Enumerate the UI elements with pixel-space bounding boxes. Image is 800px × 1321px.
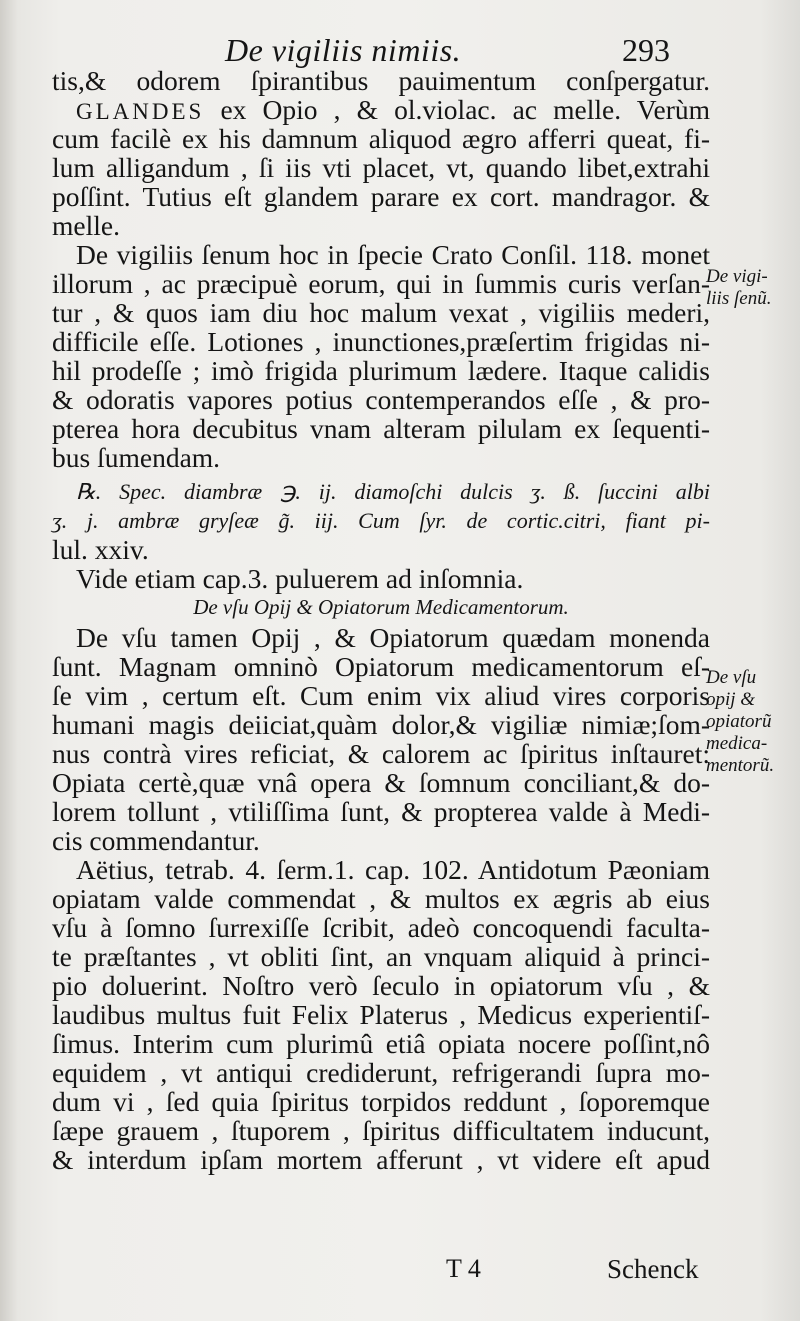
signature-mark: T 4 (446, 1254, 481, 1283)
text-line: melle. (52, 210, 120, 241)
margin-note-line: De vſu (706, 667, 757, 688)
margin-note-line: opiatorũ (706, 711, 772, 732)
text-line: nus contrà vires reficiat, & calorem ac ſpiritus inſtauret: (52, 738, 710, 769)
margin-note-line: opij & (706, 689, 756, 710)
text-line: Opiata certè,quæ vnâ opera & ſomnum conciliant,& do- (52, 767, 710, 798)
text-line: tur , & quos iam diu hoc malum vexat , vigiliis mederi, (52, 297, 710, 328)
text-line: lorem tollunt , vtiliſſima ſunt, & propterea valde à Medi- (52, 796, 710, 827)
text-line: pio doluerint. Noſtro verò ſeculo in opiatorum vſu , & (52, 970, 710, 1001)
catchword: Schenck (607, 1254, 699, 1284)
text-line: poſſint. Tutius eſt glandem parare ex cort. mandragor. & (52, 181, 710, 212)
prescription-line: lul. xxiv. (52, 534, 149, 565)
text-line: De vſu tamen Opij , & Opiatorum quædam monenda (76, 622, 710, 653)
text-line: pterea hora decubitus vnam alteram pilulam ex ſequenti- (52, 413, 710, 444)
text-line: ſimus. Interim cum plurimû etiâ opiata nocere poſſint,nô (52, 1028, 710, 1059)
text-line: laudibus multus fuit Felix Platerus , Medicus experientiſ- (52, 999, 710, 1030)
text-line: De vigiliis ſenum hoc in ſpecie Crato Conſil. 118. monet (76, 239, 710, 270)
text-line: bus ſumendam. (52, 442, 221, 473)
text-line: lum alligandum , ſi iis vti placet, vt, quando libet,extrahi (52, 152, 710, 183)
glandes-word: GLANDES (76, 99, 205, 124)
text-line: opiatam valde commendat , & multos ex ægris ab eius (52, 883, 710, 914)
margin-note-line: mentorũ. (706, 755, 775, 776)
section-heading: De vſu Opij & Opiatorum Medicamentorum. (193, 595, 569, 619)
margin-note-senum (706, 266, 798, 310)
text-line: cis commendantur. (52, 825, 260, 856)
text-line: Vide etiam cap.3. puluerem ad inſomnia. (76, 563, 524, 594)
margin-note-line: De vigi- (706, 266, 768, 287)
running-title: De vigiliis nimiis. (225, 32, 462, 68)
text-line: vſu à ſomno ſurrexiſſe ſcribit, adeò concoquendi faculta- (52, 912, 710, 943)
text-line: & odoratis vapores potius contemperandos eſſe , & pro- (52, 384, 710, 415)
text-line: illorum , ac præcipuè eorum, qui in ſummis curis verſan- (52, 268, 710, 299)
margin-note-line: liis ſenũ. (706, 288, 772, 309)
text-line: tis,& odorem ſpirantibus pauimentum conſpergatur. (52, 65, 710, 96)
page-number: 293 (622, 32, 670, 68)
text-line: ſunt. Magnam omninò Opiatorum medicamentorum eſ- (52, 651, 710, 682)
text-line: ſe vim , certum eſt. Cum enim vix aliud vires corporis (52, 680, 710, 711)
margin-note-line: medica- (706, 733, 768, 754)
prescription-line: ʒ. j. ambræ gryſeæ g̃. iij. Cum ſyr. de cortic.citri, fiant pi- (52, 508, 710, 533)
text-line: equidem , vt antiqui crediderunt, refrigerandi ſupra mo- (52, 1057, 710, 1088)
text-line-rest: ex Opio , & ol.violac. ac melle. Verùm (220, 94, 711, 125)
text-line: humani magis deiiciat,quàm dolor,& vigiliæ nimiæ;ſom- (52, 709, 710, 740)
text-line: dum vi , ſed quia ſpiritus torpidos reddunt , ſoporemque (52, 1086, 710, 1117)
text-line: cum facilè ex his damnum aliquod ægro afferri queat, fi- (52, 123, 710, 154)
margin-note-opium (706, 667, 798, 777)
text-line (52, 95, 710, 124)
text-line: & interdum ipſam mortem afferunt , vt videre eſt apud (52, 1144, 710, 1175)
prescription-line: ℞. Spec. diambræ ℈. ij. diamoſchi dulcis ʒ. ß. ſuccini albi (76, 479, 710, 504)
text-line: difficile eſſe. Lotiones , inunctiones,præſertim frigidas ni- (52, 326, 710, 357)
text-body (52, 66, 710, 1174)
text-line: ſæpe grauem , ſtuporem , ſpiritus difficultatem inducunt, (52, 1115, 710, 1146)
text-line: Aëtius, tetrab. 4. ſerm.1. cap. 102. Antidotum Pæoniam (76, 854, 710, 885)
text-line: te præſtantes , vt obliti ſint, an vnquam aliquid à princi- (52, 941, 710, 972)
page-footer (0, 1254, 800, 1290)
text-line: hil prodeſſe ; imò frigida plurimum lædere. Itaque calidis (52, 355, 710, 386)
